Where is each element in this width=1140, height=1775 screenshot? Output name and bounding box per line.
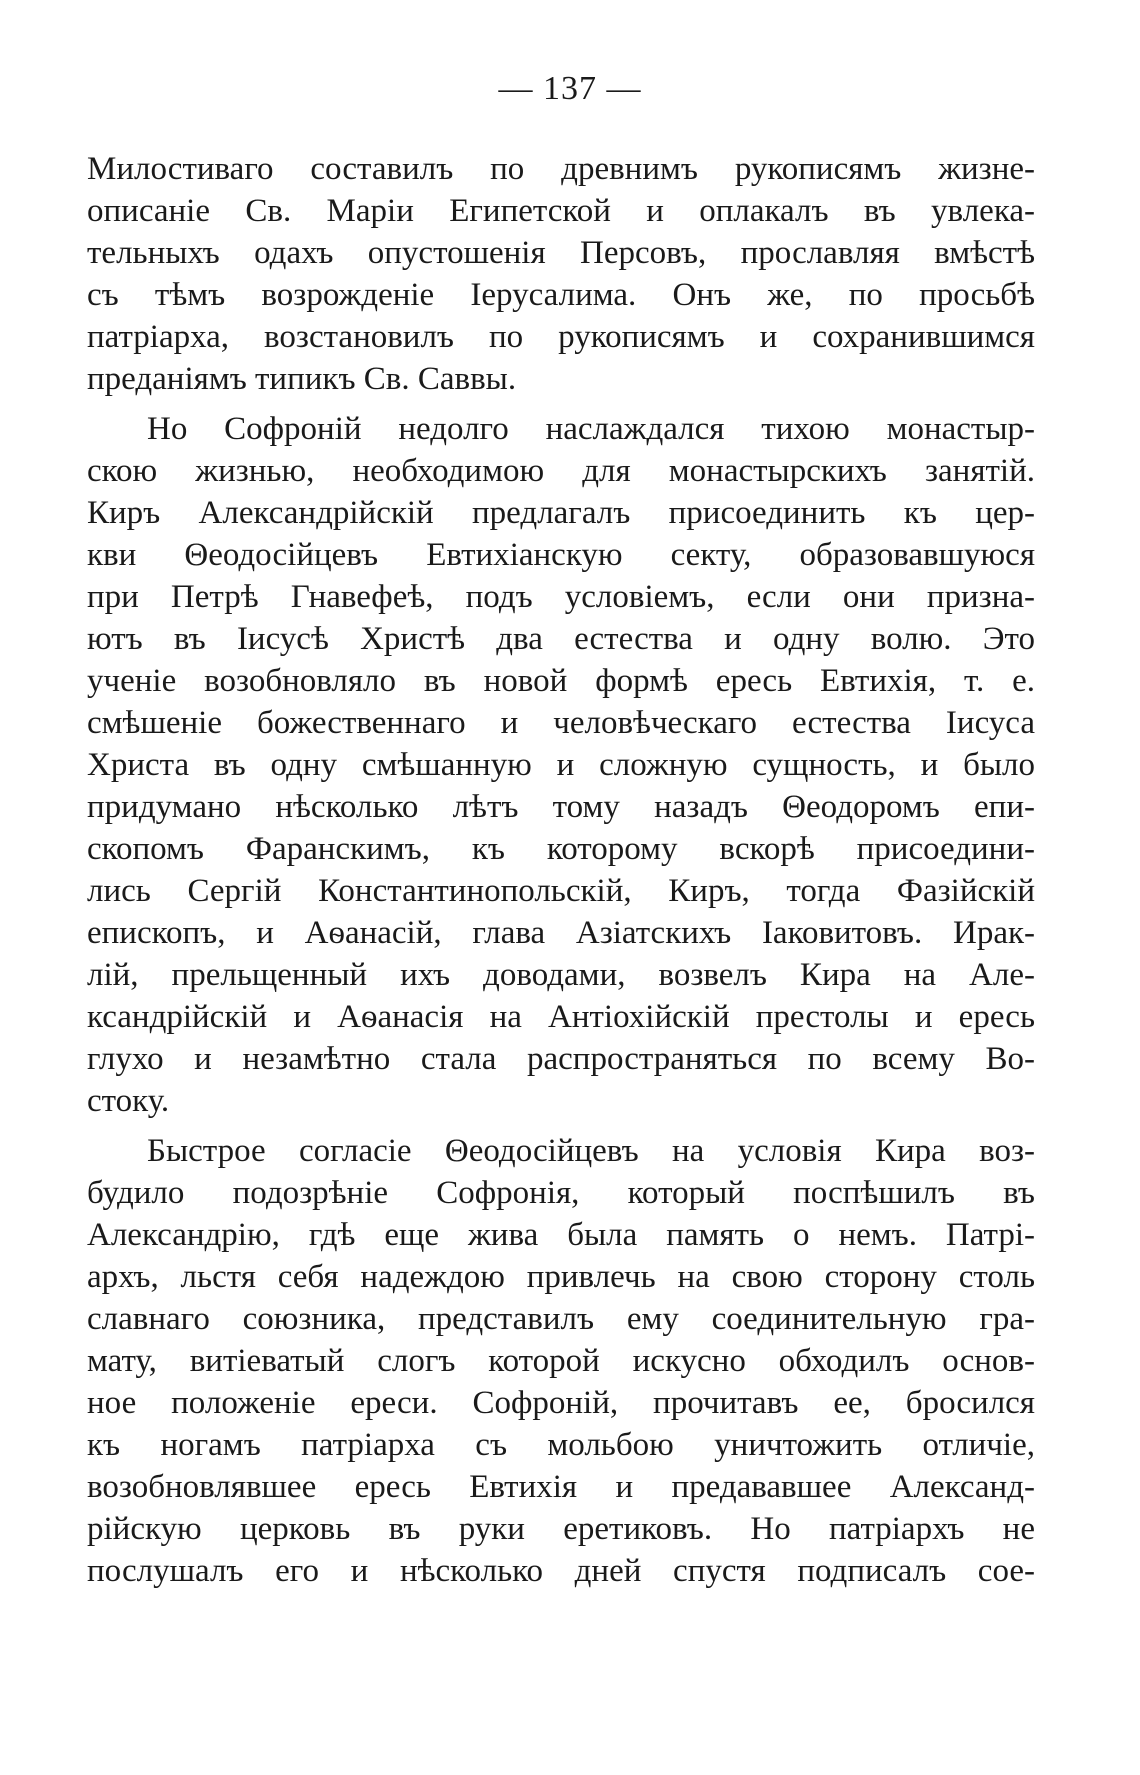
text-line: возобновлявшее ересь Евтихія и предававшее Александ- bbox=[87, 1469, 1035, 1505]
text-line: къ ногамъ патріарха съ мольбою уничтожить отличіе, bbox=[87, 1427, 1035, 1463]
text-line: епископъ, и Аѳанасій, глава Азіатскихъ Іаковитовъ. Ирак- bbox=[87, 915, 1035, 951]
text-line: Христа въ одну смѣшанную и сложную сущность, и было bbox=[87, 747, 1035, 783]
paragraph-3 bbox=[87, 1130, 1035, 1592]
text-line: рійскую церковь въ руки еретиковъ. Но патріархъ не bbox=[87, 1511, 1035, 1547]
text-line: скою жизнью, необходимою для монастырскихъ занятій. bbox=[87, 453, 1035, 489]
text-line: лій, прельщенный ихъ доводами, возвелъ Кира на Але- bbox=[87, 957, 1035, 993]
text-line: ное положеніе ереси. Софроній, прочитавъ ее, бросился bbox=[87, 1385, 1035, 1421]
text-line: послушалъ его и нѣсколько дней спустя подписалъ сое- bbox=[87, 1553, 1035, 1589]
text-line: ксандрійскій и Аѳанасія на Антіохійскій престолы и ересь bbox=[87, 999, 1035, 1035]
text-line: будило подозрѣніе Софронія, который поспѣшилъ въ bbox=[87, 1175, 1035, 1211]
text-line: преданіямъ типикъ Св. Саввы. bbox=[87, 361, 517, 397]
text-line: ученіе возобновляло въ новой формѣ ересь Евтихія, т. е. bbox=[87, 663, 1035, 699]
text-line: скопомъ Фаранскимъ, къ которому вскорѣ присоедини- bbox=[87, 831, 1035, 867]
text-line: описаніе Св. Маріи Египетской и оплакалъ въ увлека- bbox=[87, 193, 1035, 229]
text-line: славнаго союзника, представилъ ему соединительную гра- bbox=[87, 1301, 1035, 1337]
text-line: Милостиваго составилъ по древнимъ рукописямъ жизне- bbox=[87, 151, 1035, 187]
text-line: ютъ въ Іисусѣ Христѣ два естества и одну волю. Это bbox=[87, 621, 1035, 657]
text-line: архъ, льстя себя надеждою привлечь на свою сторону столь bbox=[87, 1259, 1035, 1295]
text-line: глухо и незамѣтно стала распространяться по всему Во- bbox=[87, 1041, 1035, 1077]
text-line: при Петрѣ Гнавефеѣ, подъ условіемъ, если они призна- bbox=[87, 579, 1035, 615]
paragraph-1 bbox=[87, 148, 1035, 400]
text-line: Но Софроній недолго наслаждался тихою монастыр- bbox=[147, 411, 1035, 447]
text-line: съ тѣмъ возрожденіе Іерусалима. Онъ же, по просьбѣ bbox=[87, 277, 1035, 313]
text-line: тельныхъ одахъ опустошенія Персовъ, прославляя вмѣстѣ bbox=[87, 235, 1035, 271]
text-line: кви Θеодосійцевъ Евтихіанскую секту, образовавшуюся bbox=[87, 537, 1035, 573]
paragraph-2 bbox=[87, 408, 1035, 1122]
text-line: Александрію, гдѣ еще жива была память о немъ. Патрі- bbox=[87, 1217, 1035, 1253]
text-line: лись Сергій Константинопольскій, Киръ, тогда Фазійскій bbox=[87, 873, 1035, 909]
text-line: Киръ Александрійскій предлагалъ присоединить къ цер- bbox=[87, 495, 1035, 531]
text-line: Быстрое согласіе Θеодосійцевъ на условія Кира воз- bbox=[147, 1133, 1035, 1169]
text-line: придумано нѣсколько лѣтъ тому назадъ Θеодоромъ епи- bbox=[87, 789, 1035, 825]
page-number: — 137 — bbox=[498, 70, 642, 107]
body-text bbox=[87, 148, 1035, 1592]
text-line: смѣшеніе божественнаго и человѣческаго естества Іисуса bbox=[87, 705, 1035, 741]
text-line: патріарха, возстановилъ по рукописямъ и сохранившимся bbox=[87, 319, 1035, 355]
text-line: стоку. bbox=[87, 1083, 170, 1119]
text-line: мату, витіеватый слогъ которой искусно обходилъ основ- bbox=[87, 1343, 1035, 1379]
